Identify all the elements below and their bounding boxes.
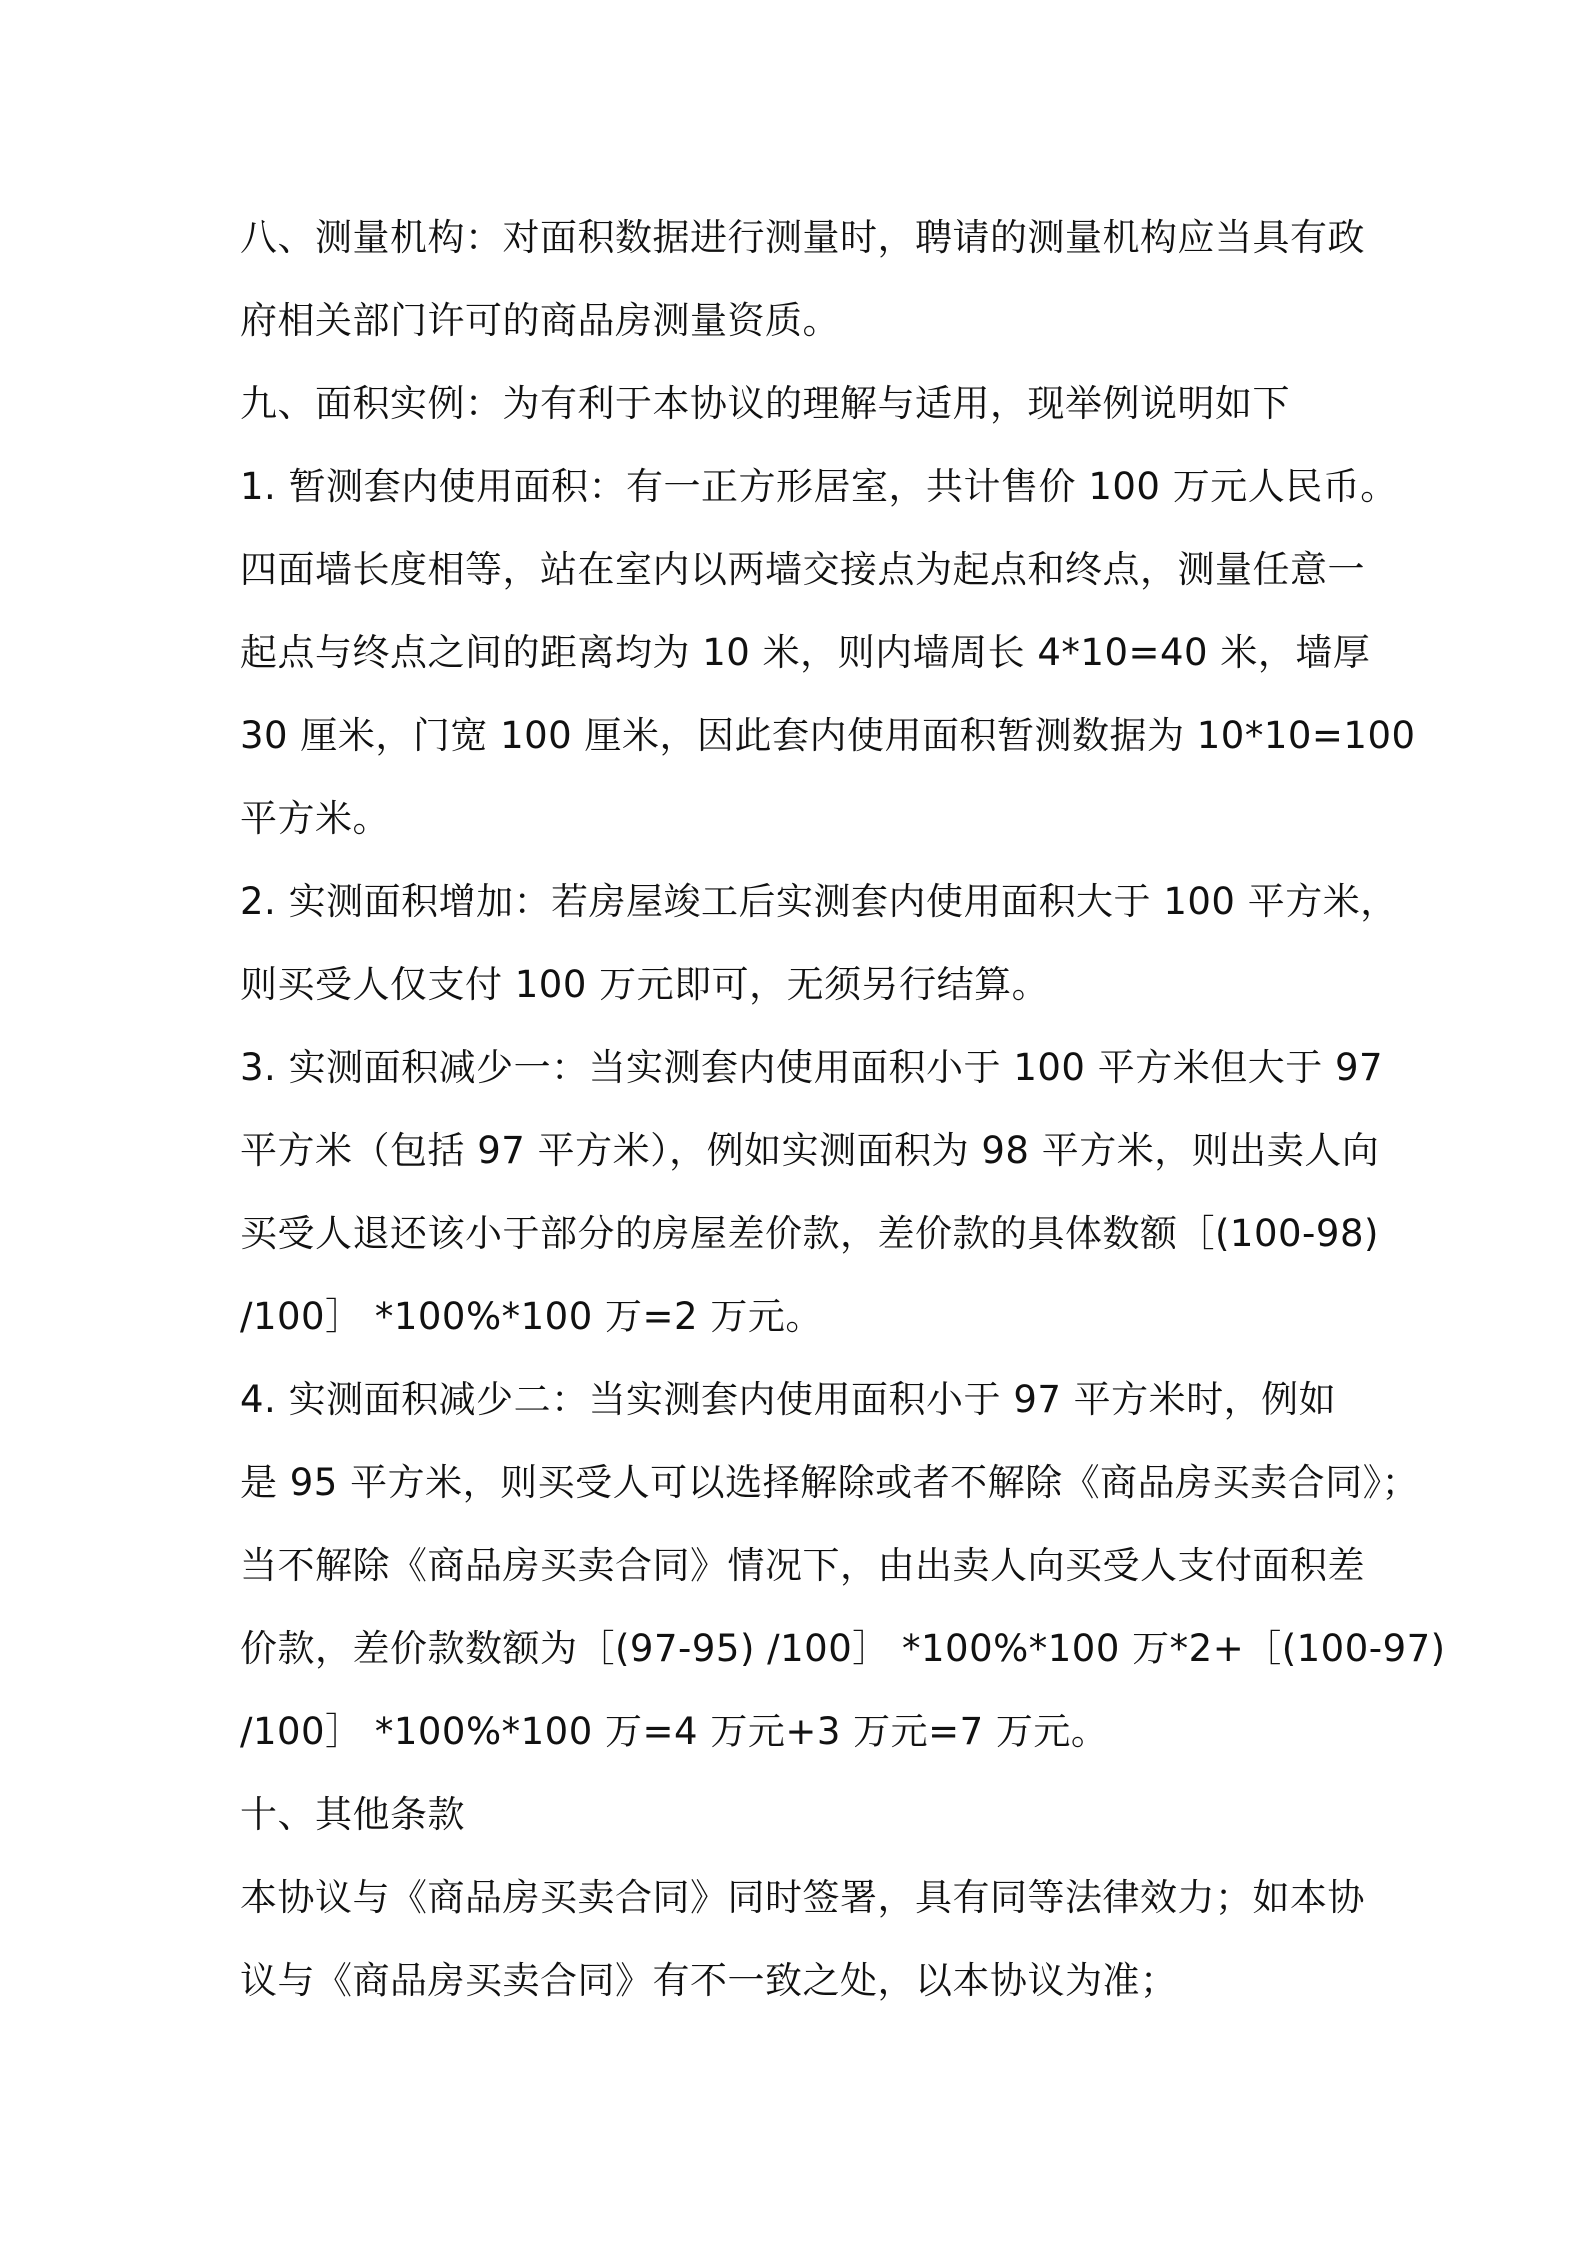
text-line: 平方米。: [240, 797, 390, 840]
text-line: 八、测量机构：对面积数据进行测量时，聘请的测量机构应当具有政: [240, 216, 1365, 259]
paragraph-section-9-heading: [240, 362, 1360, 445]
paragraph-section-10-body: [240, 1856, 1365, 2022]
text-line: 府相关部门许可的商品房测量资质。: [240, 299, 840, 342]
text-line: 1. 暂测套内使用面积：有一正方形居室，共计售价 100 万元人民币。: [240, 465, 1398, 508]
text-line: 起点与终点之间的距离均为 10 米，则内墙周长 4*10=40 米，墙厚: [240, 631, 1371, 674]
text-line: 本协议与《商品房买卖合同》同时签署，具有同等法律效力；如本协: [240, 1876, 1365, 1919]
paragraph-section-8: [240, 196, 1365, 362]
paragraph-section-10-heading: [240, 1773, 1360, 1856]
paragraph-example-3: [240, 1026, 1384, 1358]
text-line: 4. 实测面积减少二：当实测套内使用面积小于 97 平方米时，例如: [240, 1378, 1337, 1421]
paragraph-example-1: [240, 445, 1416, 860]
document-body: [240, 196, 1446, 2022]
paragraph-example-4: [240, 1358, 1446, 1773]
text-line: 议与《商品房买卖合同》有不一致之处，以本协议为准；: [240, 1959, 1178, 2002]
text-line: 九、面积实例：为有利于本协议的理解与适用，现举例说明如下: [240, 382, 1290, 425]
text-line: 平方米（包括 97 平方米），例如实测面积为 98 平方米，则出卖人向: [240, 1129, 1380, 1172]
text-line: 则买受人仅支付 100 万元即可，无须另行结算。: [240, 963, 1050, 1006]
text-line: 当不解除《商品房买卖合同》情况下，由出卖人向买受人支付面积差: [240, 1544, 1365, 1587]
text-line: 是 95 平方米，则买受人可以选择解除或者不解除《商品房买卖合同》；: [240, 1461, 1420, 1504]
text-line: 价款，差价款数额为［(97-95) /100］ *100%*100 万*2+［(100-97): [240, 1627, 1446, 1670]
text-line: 30 厘米，门宽 100 厘米，因此套内使用面积暂测数据为 10*10=100: [240, 714, 1416, 757]
text-line: 买受人退还该小于部分的房屋差价款，差价款的具体数额［(100-98): [240, 1212, 1379, 1255]
paragraph-example-2: [240, 860, 1398, 1026]
text-line: /100］ *100%*100 万=4 万元+3 万元=7 万元。: [240, 1710, 1109, 1753]
text-line: 十、其他条款: [240, 1793, 465, 1836]
text-line: /100］ *100%*100 万=2 万元。: [240, 1295, 823, 1338]
text-line: 3. 实测面积减少一：当实测套内使用面积小于 100 平方米但大于 97: [240, 1046, 1384, 1089]
text-line: 2. 实测面积增加：若房屋竣工后实测套内使用面积大于 100 平方米，: [240, 880, 1398, 923]
text-line: 四面墙长度相等，站在室内以两墙交接点为起点和终点，测量任意一: [240, 548, 1365, 591]
